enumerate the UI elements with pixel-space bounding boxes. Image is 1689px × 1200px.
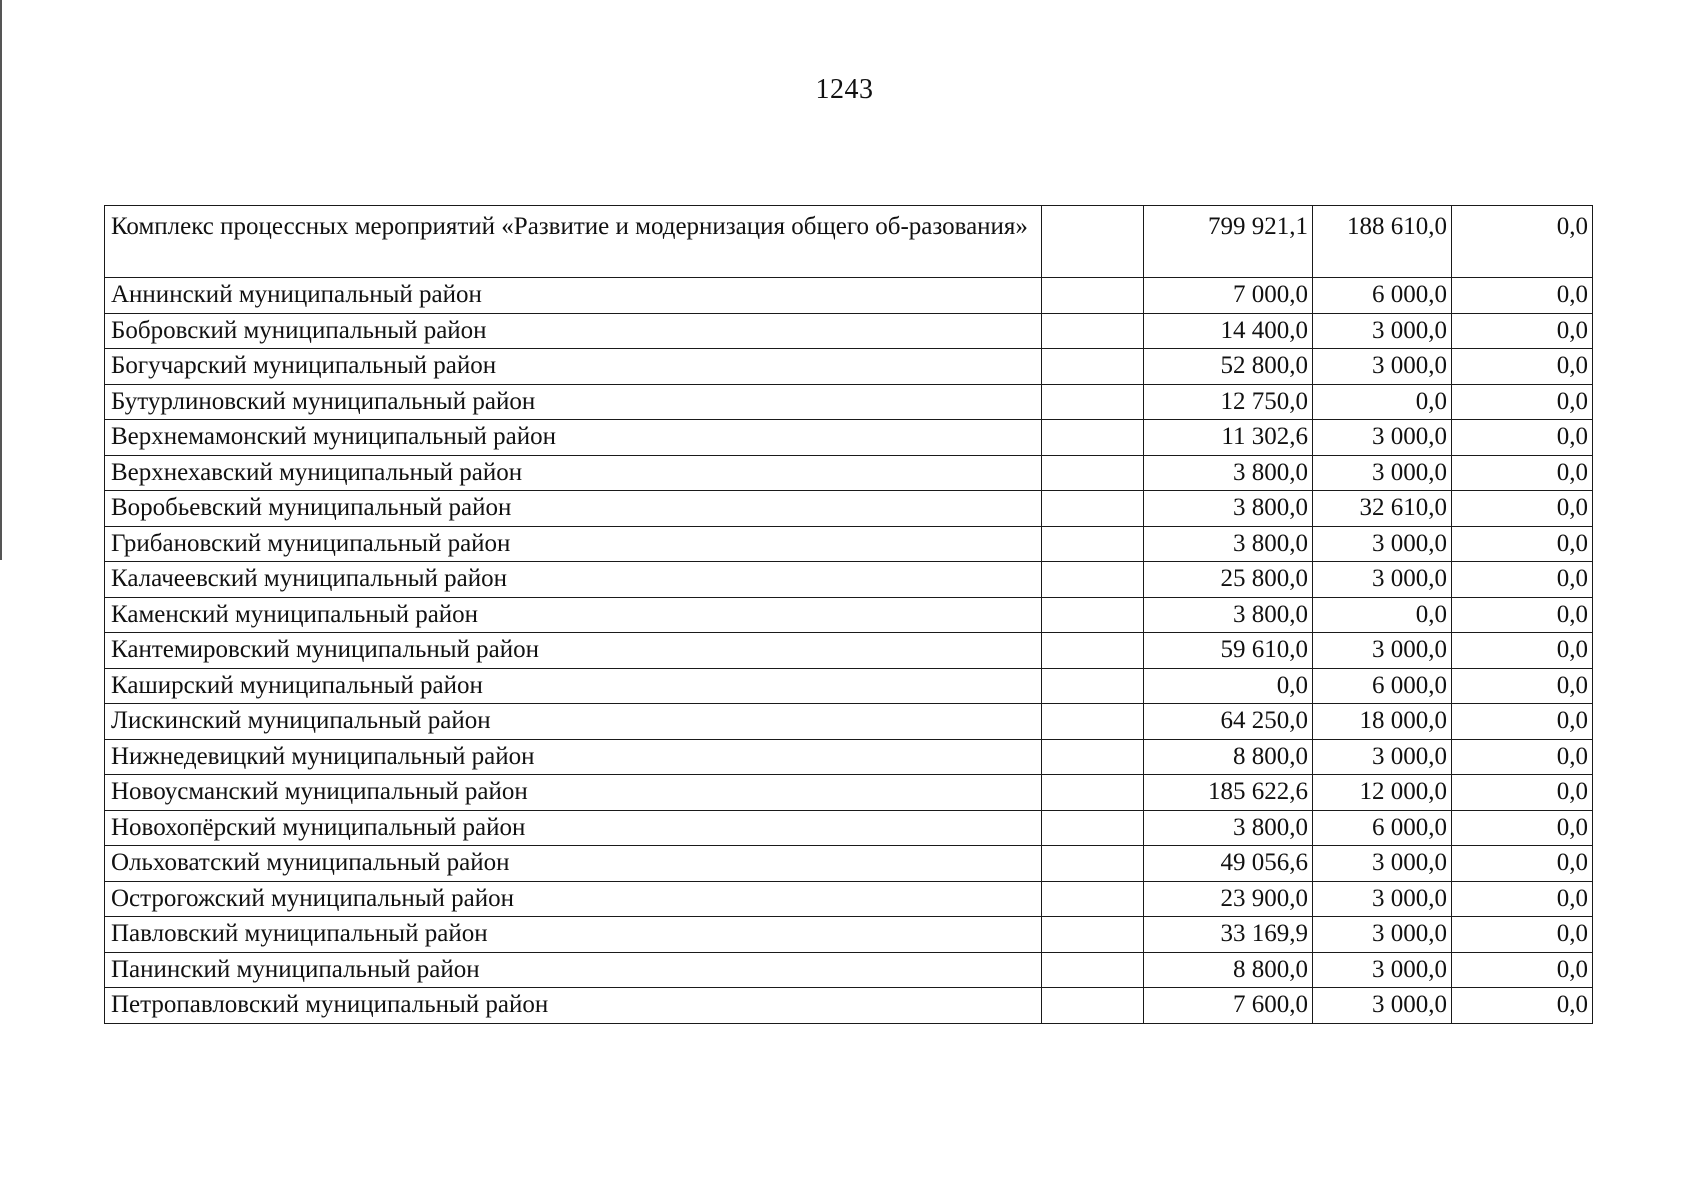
table-body [105,206,1593,1024]
district-name-cell: Петропавловский муниципальный район [105,988,1042,1024]
table-row [105,668,1593,704]
district-value-3-cell: 0,0 [1452,420,1593,456]
district-value-2-cell: 3 000,0 [1313,455,1452,491]
district-code-cell [1042,384,1144,420]
district-name-cell: Калачеевский муниципальный район [105,562,1042,598]
district-value-3-cell: 0,0 [1452,491,1593,527]
district-code-cell [1042,420,1144,456]
district-name-cell: Верхнехавский муниципальный район [105,455,1042,491]
table-row [105,562,1593,598]
district-code-cell [1042,278,1144,314]
district-value-3-cell: 0,0 [1452,810,1593,846]
table-row [105,704,1593,740]
district-name-cell: Каширский муниципальный район [105,668,1042,704]
district-value-1-cell: 3 800,0 [1144,491,1313,527]
table-row [105,278,1593,314]
district-code-cell [1042,455,1144,491]
table-row [105,739,1593,775]
district-value-2-cell: 3 000,0 [1313,846,1452,882]
district-name-cell: Острогожский муниципальный район [105,881,1042,917]
district-value-2-cell: 3 000,0 [1313,633,1452,669]
program-value-3-cell: 0,0 [1452,206,1593,278]
district-value-2-cell: 6 000,0 [1313,810,1452,846]
table-row [105,988,1593,1024]
district-code-cell [1042,491,1144,527]
district-value-1-cell: 25 800,0 [1144,562,1313,598]
program-name-cell: Комплекс процессных мероприятий «Развитие и модернизация общего об-разования» [105,206,1042,278]
district-value-3-cell: 0,0 [1452,384,1593,420]
table-row [105,349,1593,385]
program-code-cell [1042,206,1144,278]
table-row [105,633,1593,669]
table-row [105,420,1593,456]
district-value-3-cell: 0,0 [1452,846,1593,882]
district-name-cell: Грибановский муниципальный район [105,526,1042,562]
district-value-1-cell: 7 600,0 [1144,988,1313,1024]
district-name-cell: Бобровский муниципальный район [105,313,1042,349]
district-name-cell: Кантемировский муниципальный район [105,633,1042,669]
district-value-1-cell: 49 056,6 [1144,846,1313,882]
district-value-3-cell: 0,0 [1452,775,1593,811]
district-name-cell: Панинский муниципальный район [105,952,1042,988]
district-name-cell: Ольховатский муниципальный район [105,846,1042,882]
district-value-1-cell: 3 800,0 [1144,810,1313,846]
table-row [105,810,1593,846]
table-row-program [105,206,1593,278]
table-row [105,775,1593,811]
district-value-2-cell: 3 000,0 [1313,313,1452,349]
district-value-2-cell: 6 000,0 [1313,278,1452,314]
district-value-3-cell: 0,0 [1452,633,1593,669]
district-name-cell: Каменский муниципальный район [105,597,1042,633]
district-code-cell [1042,810,1144,846]
district-value-2-cell: 3 000,0 [1313,526,1452,562]
district-value-1-cell: 7 000,0 [1144,278,1313,314]
district-code-cell [1042,881,1144,917]
district-value-2-cell: 3 000,0 [1313,420,1452,456]
district-code-cell [1042,846,1144,882]
district-value-3-cell: 0,0 [1452,278,1593,314]
district-value-3-cell: 0,0 [1452,562,1593,598]
district-value-3-cell: 0,0 [1452,881,1593,917]
district-value-1-cell: 59 610,0 [1144,633,1313,669]
table-row [105,597,1593,633]
district-value-1-cell: 64 250,0 [1144,704,1313,740]
district-value-2-cell: 3 000,0 [1313,562,1452,598]
table-row [105,526,1593,562]
district-code-cell [1042,633,1144,669]
district-value-3-cell: 0,0 [1452,349,1593,385]
district-value-2-cell: 3 000,0 [1313,952,1452,988]
district-value-2-cell: 3 000,0 [1313,917,1452,953]
district-value-2-cell: 6 000,0 [1313,668,1452,704]
district-value-1-cell: 3 800,0 [1144,455,1313,491]
district-code-cell [1042,917,1144,953]
budget-table [104,205,1593,1024]
district-value-1-cell: 23 900,0 [1144,881,1313,917]
district-name-cell: Бутурлиновский муниципальный район [105,384,1042,420]
district-value-1-cell: 8 800,0 [1144,952,1313,988]
district-value-1-cell: 33 169,9 [1144,917,1313,953]
district-name-cell: Павловский муниципальный район [105,917,1042,953]
district-name-cell: Новоусманский муниципальный район [105,775,1042,811]
district-value-1-cell: 11 302,6 [1144,420,1313,456]
district-code-cell [1042,349,1144,385]
district-name-cell: Лискинский муниципальный район [105,704,1042,740]
district-value-3-cell: 0,0 [1452,597,1593,633]
district-name-cell: Новохопёрский муниципальный район [105,810,1042,846]
district-value-1-cell: 12 750,0 [1144,384,1313,420]
district-code-cell [1042,988,1144,1024]
district-code-cell [1042,526,1144,562]
district-name-cell: Аннинский муниципальный район [105,278,1042,314]
district-value-3-cell: 0,0 [1452,313,1593,349]
district-value-2-cell: 3 000,0 [1313,349,1452,385]
district-value-3-cell: 0,0 [1452,526,1593,562]
district-value-1-cell: 3 800,0 [1144,526,1313,562]
district-value-3-cell: 0,0 [1452,668,1593,704]
district-value-2-cell: 18 000,0 [1313,704,1452,740]
district-name-cell: Воробьевский муниципальный район [105,491,1042,527]
table-row [105,846,1593,882]
district-name-cell: Богучарский муниципальный район [105,349,1042,385]
district-value-3-cell: 0,0 [1452,739,1593,775]
district-code-cell [1042,313,1144,349]
district-value-1-cell: 14 400,0 [1144,313,1313,349]
district-code-cell [1042,704,1144,740]
district-value-2-cell: 3 000,0 [1313,881,1452,917]
district-value-2-cell: 12 000,0 [1313,775,1452,811]
district-value-1-cell: 3 800,0 [1144,597,1313,633]
district-value-2-cell: 3 000,0 [1313,739,1452,775]
district-code-cell [1042,739,1144,775]
table-row [105,491,1593,527]
district-value-3-cell: 0,0 [1452,952,1593,988]
district-code-cell [1042,775,1144,811]
table-row [105,455,1593,491]
district-name-cell: Верхнемамонский муниципальный район [105,420,1042,456]
district-value-1-cell: 0,0 [1144,668,1313,704]
district-value-3-cell: 0,0 [1452,704,1593,740]
district-value-1-cell: 185 622,6 [1144,775,1313,811]
district-code-cell [1042,952,1144,988]
program-value-2-cell: 188 610,0 [1313,206,1452,278]
district-code-cell [1042,562,1144,598]
district-value-2-cell: 0,0 [1313,597,1452,633]
district-value-1-cell: 52 800,0 [1144,349,1313,385]
district-value-2-cell: 32 610,0 [1313,491,1452,527]
district-value-3-cell: 0,0 [1452,917,1593,953]
table-row [105,917,1593,953]
district-value-3-cell: 0,0 [1452,988,1593,1024]
district-code-cell [1042,668,1144,704]
table-row [105,313,1593,349]
district-value-2-cell: 0,0 [1313,384,1452,420]
district-name-cell: Нижнедевицкий муниципальный район [105,739,1042,775]
district-value-1-cell: 8 800,0 [1144,739,1313,775]
program-value-1-cell: 799 921,1 [1144,206,1313,278]
table-row [105,952,1593,988]
table-row [105,881,1593,917]
table-row [105,384,1593,420]
page-number: 1243 [815,74,874,105]
district-value-2-cell: 3 000,0 [1313,988,1452,1024]
district-code-cell [1042,597,1144,633]
district-value-3-cell: 0,0 [1452,455,1593,491]
